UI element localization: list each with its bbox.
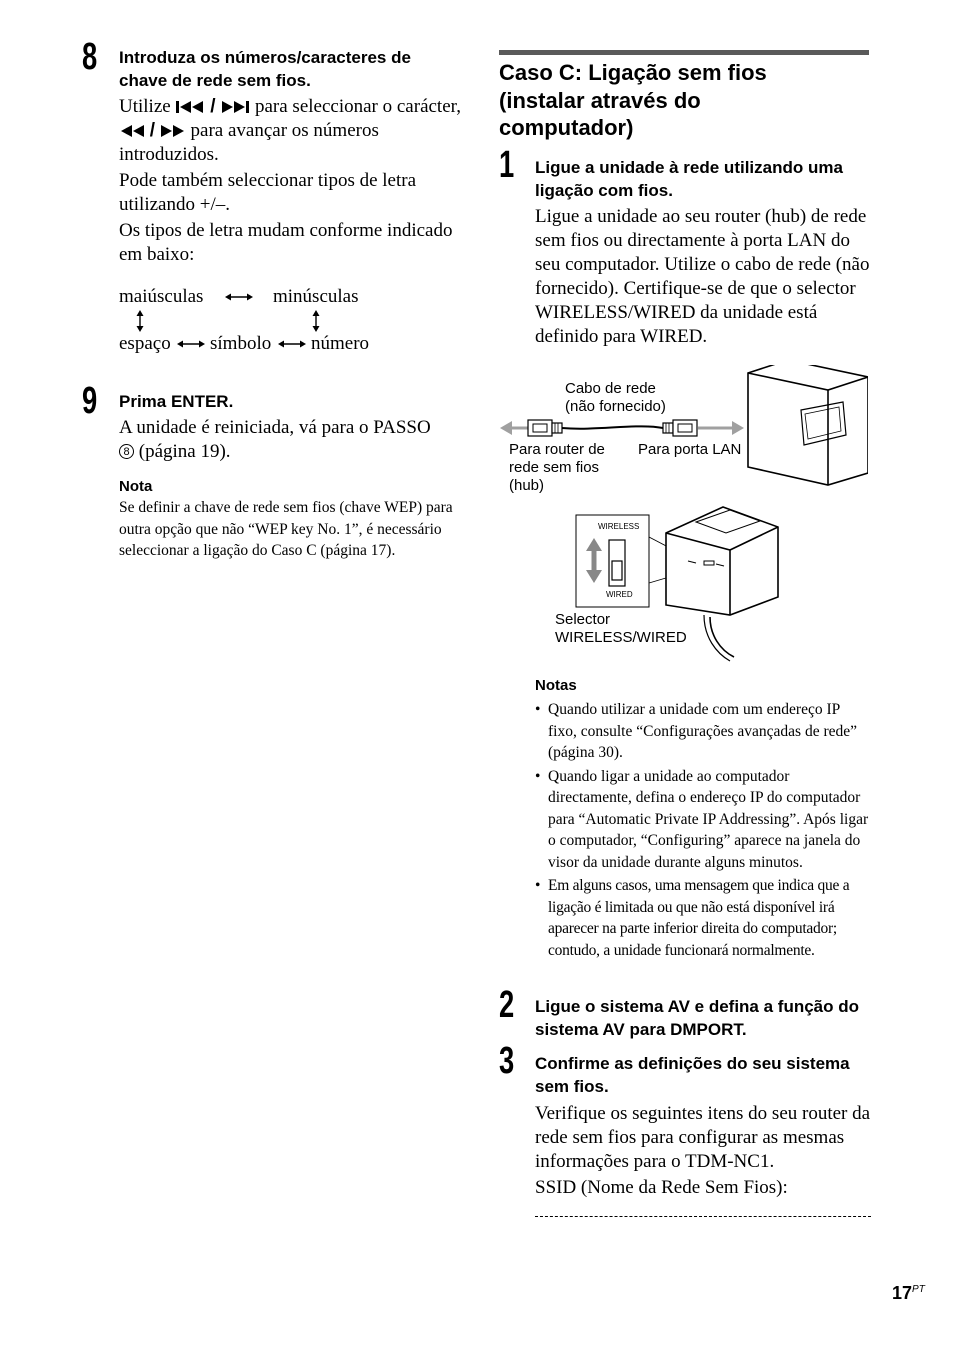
switch-label-wireless: WIRELESS bbox=[598, 522, 640, 531]
note-item: • Em alguns casos, uma mensagem que indica que a ligação é limitada ou que não está disponível irá aparecer na parte inferior direita do computador; contudo, a unidade funcionará normalmente. bbox=[535, 877, 850, 959]
previous-track-icon bbox=[175, 100, 205, 114]
page-number bbox=[892, 1283, 925, 1304]
step-8-p1-suffix: para avançar os números introduzidos. bbox=[119, 120, 379, 165]
double-arrow-horizontal-icon bbox=[225, 292, 253, 302]
step-8-sep-1: / bbox=[210, 96, 216, 117]
step-8-p1-prefix: Utilize bbox=[119, 96, 171, 117]
ethernet-plug-right bbox=[663, 420, 697, 436]
step-9-note-heading: Nota bbox=[119, 478, 153, 495]
step-9-note: Se definir a chave de rede sem fios (chave WEP) para outra opção que não “WEP key No. 1”, é necessário seleccionar a ligação do Caso C (página 17). bbox=[119, 499, 453, 559]
ssid-input-line bbox=[535, 1216, 871, 1217]
router-label-line-2: rede sem fios bbox=[509, 459, 600, 476]
double-arrow-vertical-icon bbox=[134, 310, 146, 332]
cycle-uppercase: maiúsculas bbox=[119, 286, 204, 307]
step-9-p1-b: (página 19). bbox=[138, 441, 231, 462]
cable-label-line-1: Cabo de rede bbox=[565, 380, 656, 397]
ethernet-plug-left bbox=[528, 420, 562, 436]
cycle-space: espaço bbox=[119, 333, 171, 354]
step-9-number: 9 bbox=[82, 380, 98, 422]
step-1-body: Ligue a unidade ao seu router (hub) de rede sem fios ou directamente à porta LAN do seu computador. Utilize o cabo de rede (não fornecido). Certifique-se de que o selector WIRELESS/WIRED da unidade está definido para WIRED. bbox=[535, 206, 870, 347]
step-9-body bbox=[119, 416, 464, 464]
cable-label-line-2: (não fornecido) bbox=[565, 398, 666, 415]
router-direction-arrow bbox=[500, 421, 528, 435]
step-8-title: Introduza os números/caracteres de chave de rede sem fios. bbox=[119, 48, 411, 90]
note-item: • Quando utilizar a unidade com um endereço IP fixo, consulte “Configurações avançadas de rede” (página 30). bbox=[535, 701, 858, 761]
cycle-symbol: símbolo bbox=[210, 333, 272, 354]
step-3-body: Verifique os seguintes itens do seu router da rede sem fios para configurar as mesmas informações para o TDM-NC1. bbox=[535, 1103, 871, 1172]
double-arrow-vertical-icon bbox=[310, 310, 322, 332]
selector-label bbox=[555, 611, 687, 647]
step-3-number: 3 bbox=[499, 1040, 515, 1082]
step-8-body bbox=[119, 95, 464, 269]
cycle-number: número bbox=[311, 333, 370, 354]
switch-label-wired: WIRED bbox=[606, 590, 633, 599]
step-8-paragraph-1 bbox=[119, 95, 464, 167]
notes-list bbox=[535, 699, 871, 963]
step-8-paragraph-2: Pode também seleccionar tipos de letra utilizando +/–. bbox=[119, 170, 417, 215]
step-9-p1-a: A unidade é reiniciada, vá para o PASSO bbox=[119, 417, 431, 438]
router-label-line-3: (hub) bbox=[509, 477, 545, 494]
step-3-ssid-label: SSID (Nome da Rede Sem Fios): bbox=[535, 1177, 788, 1198]
notes-heading: Notas bbox=[535, 677, 577, 694]
network-cable bbox=[562, 426, 663, 428]
lan-port-label: Para porta LAN bbox=[638, 441, 742, 458]
step-8-sep-2: / bbox=[149, 120, 156, 141]
note-item: • Quando ligar a unidade ao computador directamente, defina o endereço IP do computador para “Automatic Private IP Addressing”. Após ligar o computador, “Configuring” aparece na janela do visor da unidade durante alguns minutos. bbox=[535, 767, 869, 871]
page-number-value: 17 bbox=[892, 1283, 913, 1303]
computer-box-illustration bbox=[748, 365, 868, 485]
note-item-text: Quando utilizar a unidade com um endereço IP fixo, consulte “Configurações avançadas de rede” (página 30). bbox=[548, 701, 858, 761]
step-8-p1-mid: para seleccionar o carácter, bbox=[254, 96, 461, 117]
step-2-number: 2 bbox=[499, 984, 515, 1026]
step-1-number: 1 bbox=[499, 144, 515, 186]
step-8-number: 8 bbox=[82, 36, 98, 78]
selector-label-line-1: Selector bbox=[555, 611, 611, 628]
step-9-title: Prima ENTER. bbox=[119, 392, 234, 411]
fast-forward-icon bbox=[160, 124, 186, 138]
step-2-title: Ligue o sistema AV e defina a função do sistema AV para DMPORT. bbox=[535, 997, 860, 1039]
step-3-title: Confirme as definições do seu sistema sem fios. bbox=[535, 1054, 850, 1096]
note-item-text: Quando ligar a unidade ao computador directamente, defina o endereço IP do computador para “Automatic Private IP Addressing”. Após ligar o computador, “Configuring” aparece na janela do visor da unidade durante alguns minutos. bbox=[548, 767, 869, 871]
cycle-lowercase: minúsculas bbox=[273, 286, 359, 307]
section-rule bbox=[499, 50, 869, 55]
section-title: Caso C: Ligação sem fios (instalar através do computador) bbox=[499, 60, 767, 140]
step-8-paragraph-3: Os tipos de letra mudam conforme indicado em baixo: bbox=[119, 220, 453, 265]
page-number-suffix: PT bbox=[912, 1284, 925, 1295]
step-9-circled-number: 8 bbox=[119, 444, 134, 459]
selector-label-line-2: WIRELESS/WIRED bbox=[555, 629, 687, 646]
double-arrow-horizontal-icon bbox=[278, 339, 306, 349]
double-arrow-horizontal-icon bbox=[177, 339, 205, 349]
next-track-icon bbox=[220, 100, 250, 114]
rewind-icon bbox=[119, 124, 145, 138]
step-1-title: Ligue a unidade à rede utilizando uma ligação com fios. bbox=[535, 158, 843, 200]
router-label-line-1: Para router de bbox=[509, 441, 605, 458]
lan-port-direction-arrow bbox=[698, 421, 744, 435]
router-label bbox=[509, 441, 605, 495]
note-item-text: Em alguns casos, uma mensagem que indica que a ligação é limitada ou que não está disponível irá aparecer na parte inferior direita do computador; contudo, a unidade funcionará normalmente. bbox=[548, 877, 850, 959]
